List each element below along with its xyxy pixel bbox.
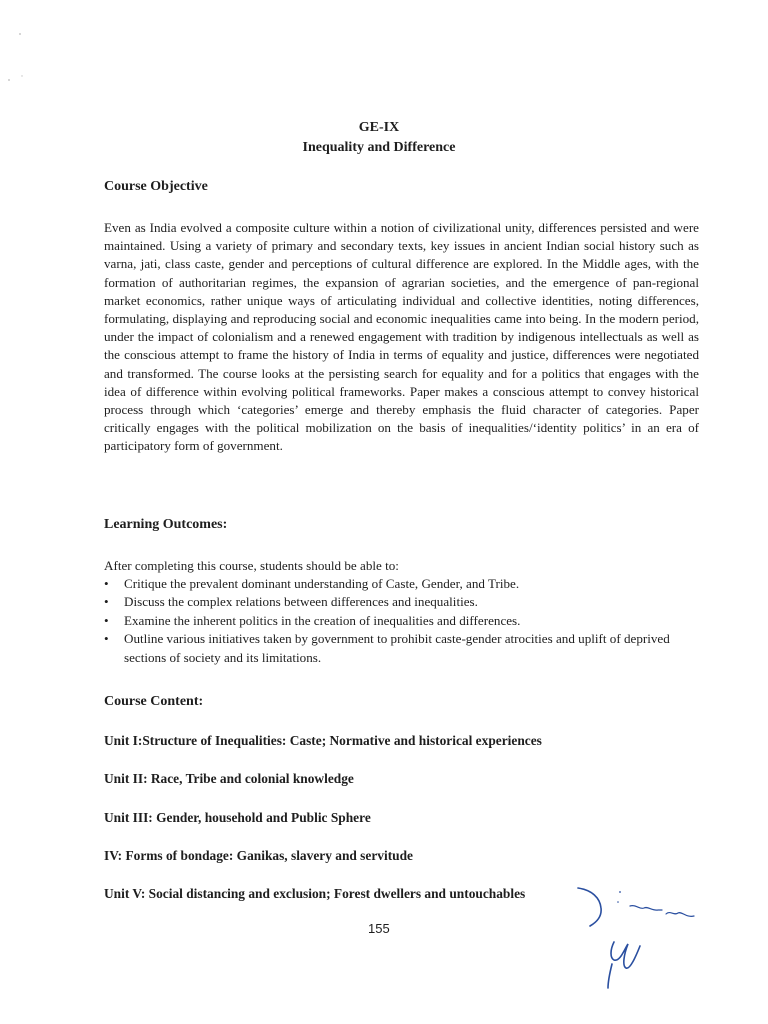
scan-specks (0, 20, 40, 90)
outcomes-list (104, 575, 700, 667)
list-item (104, 575, 700, 593)
unit-heading: Unit V: Social distancing and exclusion; Forest dwellers and untouchables (104, 886, 526, 901)
outcomes-heading: Learning Outcomes: (104, 517, 228, 532)
objective-paragraph: Even as India evolved a composite culture within a notion of civilizational unity, differences persisted and were maintained. Using a variety of primary and secondary texts, key issues in ancient Indian social history such as varna, jati, class caste, gender and perceptions of cultural difference are explored. In the Middle ages, with the formation of authoritarian regimes, the expansion of agrarian societies, and the emergence of pan-regional market economics, rather unique ways of articulating individual and collective identities, noting differences, formulating, displaying and reproducing social and economic inequalities came into being. In the modern period, under the impact of colonialism and a renewed engagement with tradition by indigenous intellectuals as well as the conscious attempt to frame the history of India in terms of equality and justice, differences were negotiated and transformed. The course looks at the persisting search for equality and for a politics that engages with the idea of difference within evolving political frameworks. Paper makes a conscious attempt to convey historical process through which ‘categories’ emerge and thereby emphasis the fluid character of categories. Paper critically engages with the political mobilization on the basis of inequalities/‘identity politics’ in an era of participatory form of government. (104, 220, 699, 454)
bullet-icon: • (104, 612, 109, 628)
unit-heading: IV: Forms of bondage: Ganikas, slavery and servitude (104, 848, 413, 863)
course-title: Inequality and Difference (302, 140, 456, 155)
list-item (104, 630, 700, 667)
course-code: GE-IX (358, 120, 400, 135)
unit-heading: Unit III: Gender, household and Public Sphere (104, 810, 371, 825)
outcome-text: Discuss the complex relations between differences and inequalities. (124, 594, 478, 610)
objective-heading: Course Objective (104, 179, 208, 194)
outcome-text: Outline various initiatives taken by government to prohibit caste-gender atrocities and uplift of deprived sections of society and its limitations. (124, 631, 670, 665)
list-item (104, 612, 700, 630)
bullet-icon: • (104, 594, 109, 610)
list-item (104, 593, 700, 611)
outcome-text: Critique the prevalent dominant understanding of Caste, Gender, and Tribe. (124, 576, 520, 591)
unit-heading: Unit II: Race, Tribe and colonial knowledge (104, 771, 354, 786)
bullet-icon: • (104, 576, 109, 591)
bullet-icon: • (104, 631, 109, 647)
handwritten-signature (570, 880, 710, 990)
outcome-text: Examine the inherent politics in the creation of inequalities and differences. (124, 612, 521, 628)
unit-heading: Unit I:Structure of Inequalities: Caste; Normative and historical experiences (104, 733, 542, 748)
outcomes-intro: After completing this course, students should be able to: (104, 558, 399, 573)
page-number: 155 (368, 921, 390, 936)
content-heading: Course Content: (104, 694, 204, 709)
